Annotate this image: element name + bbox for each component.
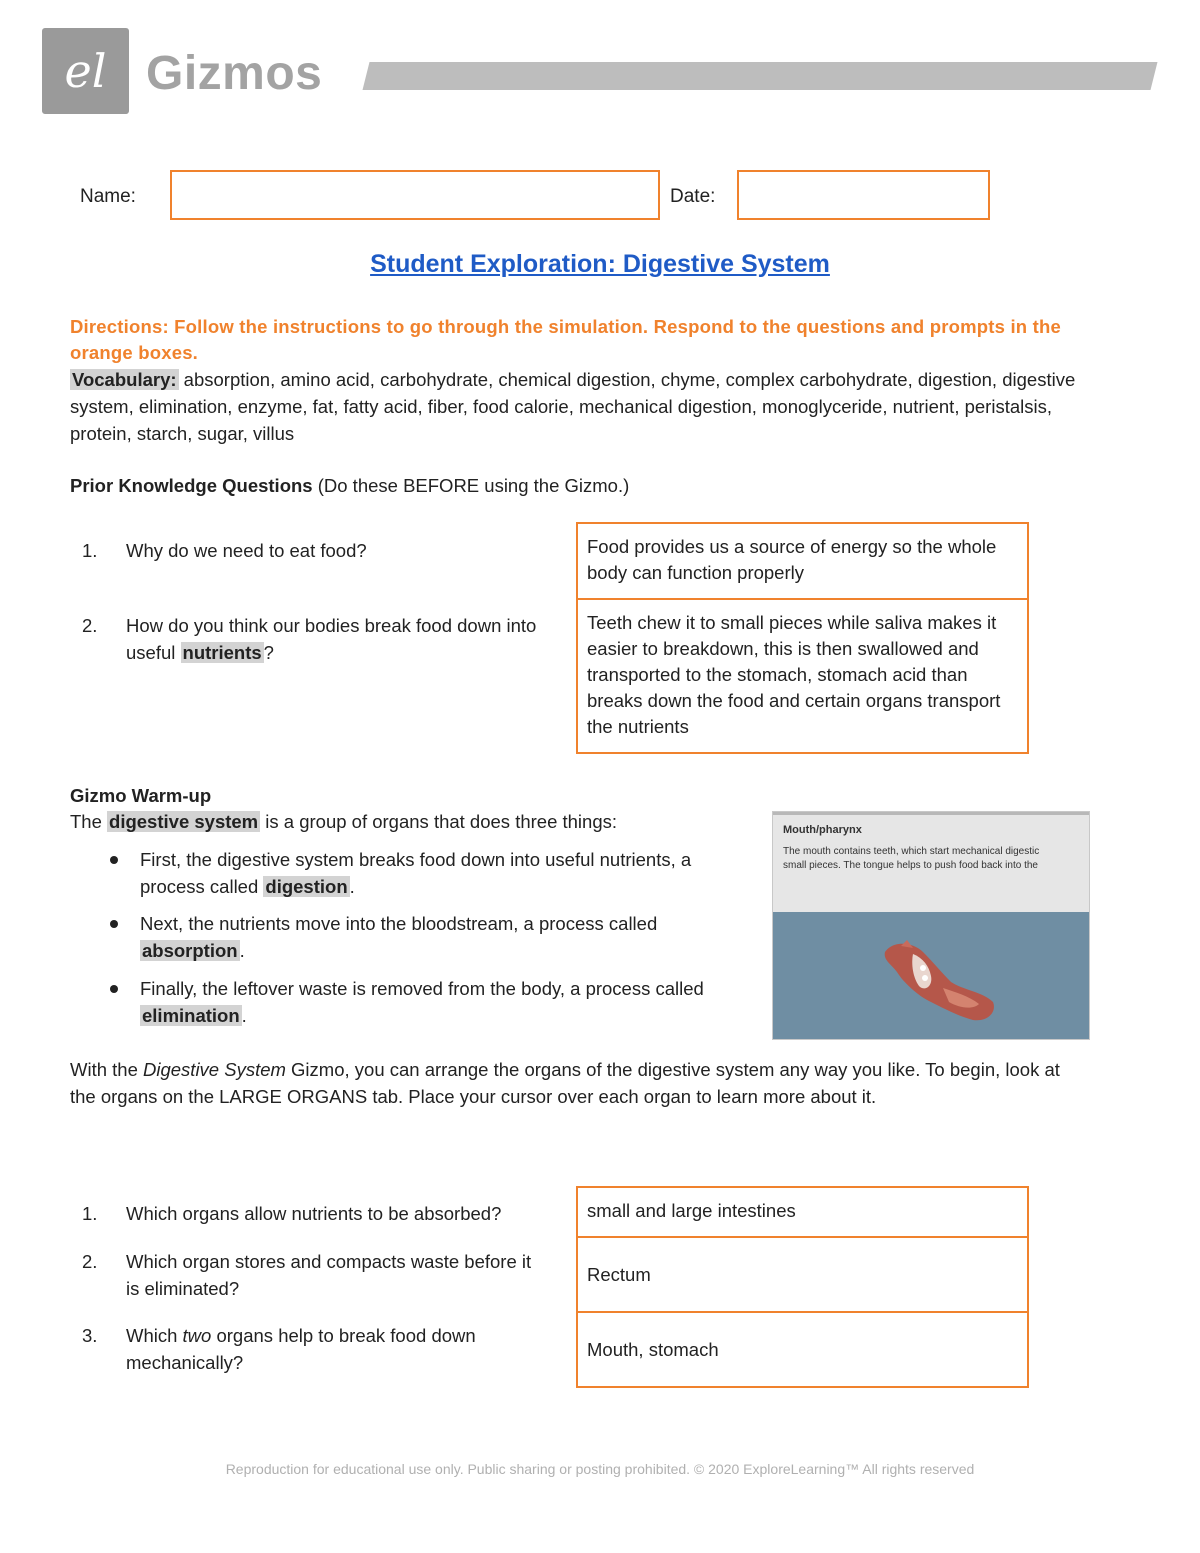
- bullet-icon: [110, 985, 118, 993]
- sim-viewport: [773, 912, 1090, 1040]
- prior-q2-answer[interactable]: Teeth chew it to small pieces while saliva makes it easier to breakdown, this is then swallowed and transported to the stomach, stomach acid than breaks down the food and certain organs transport the nutrients: [576, 598, 1029, 754]
- warmup-q3-italic: two: [182, 1325, 212, 1346]
- date-field[interactable]: [737, 170, 990, 220]
- warmup-q1-number: 1.: [82, 1203, 98, 1224]
- vocabulary-list: absorption, amino acid, carbohydrate, chemical digestion, chyme, complex carbohydrate, digestion, digestive system, elimination, enzyme, fat, fatty acid, fiber, food calorie, mechanical digestion, monoglyceride, nutrient, peristalsis, protein, starch, sugar, villus: [70, 369, 1076, 444]
- warmup-paragraph: [70, 1056, 1090, 1110]
- name-field[interactable]: [170, 170, 660, 220]
- prior-q1-answer[interactable]: Food provides us a source of energy so the whole body can function properly: [576, 522, 1029, 600]
- warmup-q1-text: Which organs allow nutrients to be absorbed?: [126, 1203, 502, 1224]
- prior-q1-text: Why do we need to eat food?: [126, 540, 367, 561]
- sim-text-line-2: small pieces. The tongue helps to push food back into the: [783, 860, 1038, 871]
- bullet-2-highlight: absorption: [142, 940, 238, 961]
- prior-q2-text-b: ?: [263, 642, 274, 663]
- bullet-3-text: Finally, the leftover waste is removed from the body, a process called: [140, 978, 704, 999]
- header-bar: [363, 62, 1158, 90]
- bullet-1-highlight: digestion: [265, 876, 348, 897]
- warmup-q3-number: 3.: [82, 1325, 98, 1346]
- bullet-1-text: First, the digestive system breaks food down into useful nutrients, a process called: [140, 849, 692, 897]
- warmup-intro: [70, 808, 750, 835]
- warmup-para-b: Gizmo, you can arrange the organs of the digestive system any way you like. To begin, look at the organs on the LARGE ORGANS tab. Place your cursor over each organ to learn more about it.: [70, 1059, 1060, 1107]
- warmup-bullet-2: [140, 910, 740, 964]
- prior-q2-number: 2.: [82, 615, 98, 636]
- footer-copyright: Reproduction for educational use only. Public sharing or posting prohibited. © 2020 ExploreLearning™ All rights reserved: [225, 1461, 975, 1477]
- warmup-bullet-3: [140, 975, 750, 1029]
- warmup-intro-a: The: [70, 811, 108, 832]
- page-title: Student Exploration: Digestive System: [370, 250, 830, 278]
- vocabulary: [70, 366, 1080, 447]
- bullet-2-end: .: [239, 940, 245, 961]
- warmup-intro-highlight: digestive system: [109, 811, 259, 832]
- bullet-2-text: Next, the nutrients move into the bloodstream, a process called: [140, 913, 658, 934]
- warmup-bullet-1: [140, 846, 750, 900]
- prior-q2-highlight: nutrients: [182, 642, 262, 663]
- warmup-q2-number: 2.: [82, 1251, 98, 1272]
- prior-knowledge-heading: [70, 472, 629, 499]
- directions: Directions: Follow the instructions to go through the simulation. Respond to the questions and prompts in the orange boxes.: [70, 316, 1061, 363]
- sim-text-line-1: The mouth contains teeth, which start mechanical digestic: [783, 846, 1040, 857]
- prior-q2-text: [126, 612, 571, 666]
- date-label: Date:: [670, 186, 716, 207]
- bullet-icon: [110, 920, 118, 928]
- explorelearning-logo-icon: el: [64, 44, 107, 98]
- name-label: Name:: [80, 186, 136, 207]
- bullet-icon: [110, 856, 118, 864]
- warmup-intro-b: is a group of organs that does three things:: [260, 811, 618, 832]
- warmup-para-a: With the: [70, 1059, 143, 1080]
- warmup-q3-answer[interactable]: Mouth, stomach: [576, 1311, 1029, 1388]
- sim-info-panel: [773, 812, 1090, 912]
- warmup-q3-text: [126, 1322, 556, 1376]
- vocabulary-label: Vocabulary:: [72, 369, 177, 390]
- bullet-3-end: .: [241, 1005, 247, 1026]
- mouth-organ-icon: [773, 912, 1090, 1040]
- bullet-1-end: .: [349, 876, 355, 897]
- prior-heading-note: (Do these BEFORE using the Gizmo.): [312, 475, 630, 496]
- warmup-q3-text-a: Which: [126, 1325, 183, 1346]
- gizmo-screenshot: [772, 811, 1090, 1040]
- warmup-q2-text: Which organ stores and compacts waste before it is eliminated?: [126, 1251, 532, 1299]
- warmup-q2-answer[interactable]: Rectum: [576, 1236, 1029, 1313]
- prior-q2-text-a: How do you think our bodies break food down into useful: [126, 615, 537, 663]
- warmup-heading: Gizmo Warm-up: [70, 785, 212, 806]
- bullet-3-highlight: elimination: [142, 1005, 240, 1026]
- warmup-q1-answer[interactable]: small and large intestines: [576, 1186, 1029, 1238]
- warmup-q3-text-b: organs help to break food down mechanically?: [126, 1325, 476, 1373]
- warmup-para-italic: Digestive System: [143, 1059, 286, 1080]
- sim-heading: Mouth/pharynx: [783, 824, 862, 836]
- prior-heading-text: Prior Knowledge Questions: [70, 475, 313, 496]
- sim-description: [783, 845, 1090, 873]
- brand-name: Gizmos: [146, 47, 323, 100]
- prior-q1-number: 1.: [82, 540, 98, 561]
